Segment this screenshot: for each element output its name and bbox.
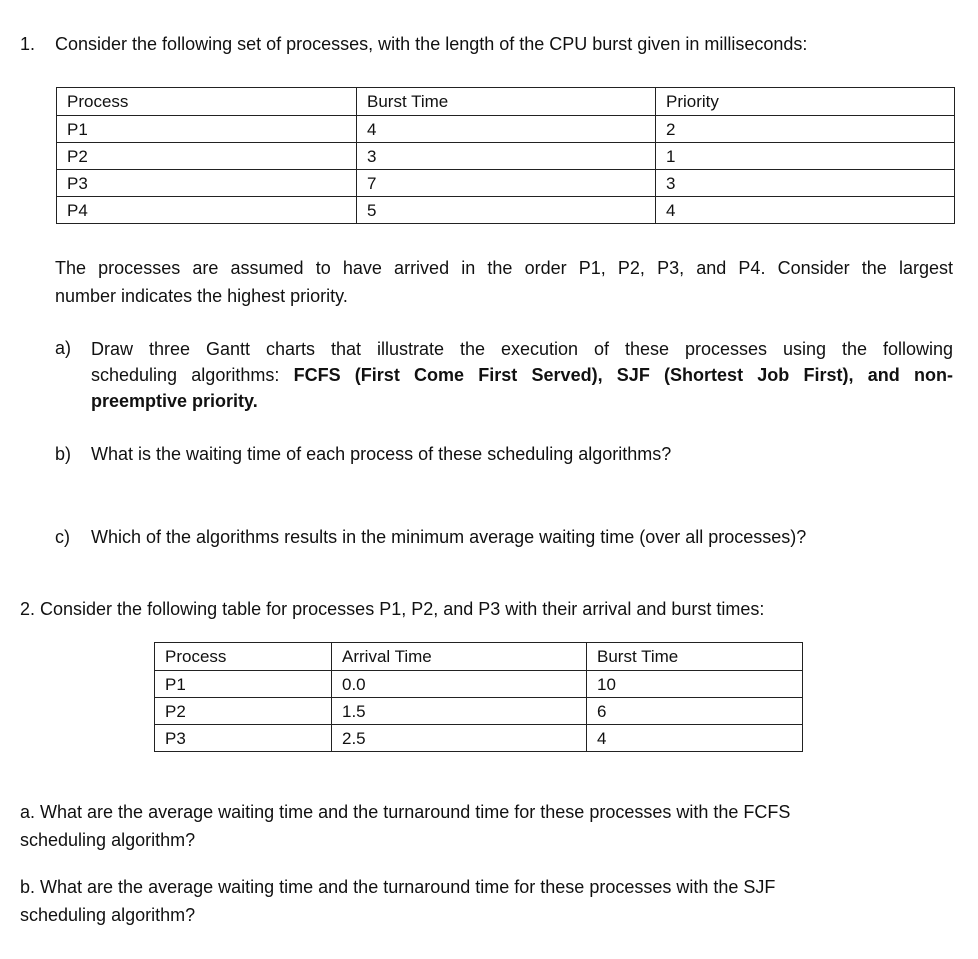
q1-b-label: b) (55, 444, 72, 464)
question-line: b. What are the average waiting time and the turnaround time for these processes with the SJF (20, 877, 776, 897)
table-header-cell: Burst Time (587, 643, 803, 671)
table-row (57, 116, 955, 143)
q1-a-label: a) (55, 338, 72, 358)
table-row (155, 698, 803, 725)
table-cell: 6 (587, 698, 803, 725)
table-row (57, 143, 955, 170)
question-line: scheduling algorithm? (20, 905, 196, 925)
q2-b-text (20, 873, 920, 929)
table-cell: P1 (57, 116, 357, 143)
table-cell: 2.5 (332, 725, 587, 752)
table-header-cell: Burst Time (357, 88, 656, 116)
q2-a-text (20, 798, 920, 854)
item-line: Draw three Gantt charts that illustrate the execution of these processes using the following (91, 339, 953, 359)
table-cell: P2 (155, 698, 332, 725)
table-cell: 0.0 (332, 671, 587, 698)
process-table-2 (154, 642, 803, 752)
paragraph-line: The processes are assumed to have arrived in the order P1, P2, P3, and P4. Consider the largest (55, 258, 953, 278)
q1-c-label: c) (55, 527, 70, 547)
q1-heading: Consider the following set of processes, with the length of the CPU burst given in milliseconds: (55, 34, 808, 54)
q1-c-text: Which of the algorithms results in the minimum average waiting time (over all processes)? (91, 527, 807, 547)
q1-assumption-paragraph (55, 254, 953, 310)
table-row (155, 671, 803, 698)
table-cell: P2 (57, 143, 357, 170)
table-cell: 4 (357, 116, 656, 143)
table-header-row (57, 88, 955, 116)
table-cell: 4 (656, 197, 955, 224)
table-header-cell: Priority (656, 88, 955, 116)
table-cell: 3 (357, 143, 656, 170)
table-header-row (155, 643, 803, 671)
table-cell: 1.5 (332, 698, 587, 725)
q1-number: 1. (20, 34, 36, 54)
item-line-plain: scheduling algorithms: (91, 365, 294, 385)
table-header-cell: Process (57, 88, 357, 116)
process-table-1 (56, 87, 955, 224)
table-cell: P1 (155, 671, 332, 698)
item-line (91, 362, 953, 388)
table-cell: 5 (357, 197, 656, 224)
question-line: a. What are the average waiting time and the turnaround time for these processes with the FCFS (20, 802, 791, 822)
table-cell: 10 (587, 671, 803, 698)
table-header-cell: Process (155, 643, 332, 671)
table-cell: 3 (656, 170, 955, 197)
table-row (57, 197, 955, 224)
q2-heading: 2. Consider the following table for processes P1, P2, and P3 with their arrival and burst times: (20, 599, 765, 619)
item-line-bold: FCFS (First Come First Served), SJF (Shortest Job First), and non- (293, 365, 953, 385)
table-header-cell: Arrival Time (332, 643, 587, 671)
table-row (155, 725, 803, 752)
q1-a-text (91, 336, 953, 414)
table-cell: P3 (57, 170, 357, 197)
table-row (57, 170, 955, 197)
table-cell: P4 (57, 197, 357, 224)
q1-b-text: What is the waiting time of each process of these scheduling algorithms? (91, 444, 672, 464)
table-cell: 1 (656, 143, 955, 170)
item-line-bold: preemptive priority. (91, 391, 258, 411)
table-cell: 4 (587, 725, 803, 752)
paragraph-line: number indicates the highest priority. (55, 286, 348, 306)
question-line: scheduling algorithm? (20, 830, 196, 850)
table-cell: P3 (155, 725, 332, 752)
table-cell: 7 (357, 170, 656, 197)
table-cell: 2 (656, 116, 955, 143)
